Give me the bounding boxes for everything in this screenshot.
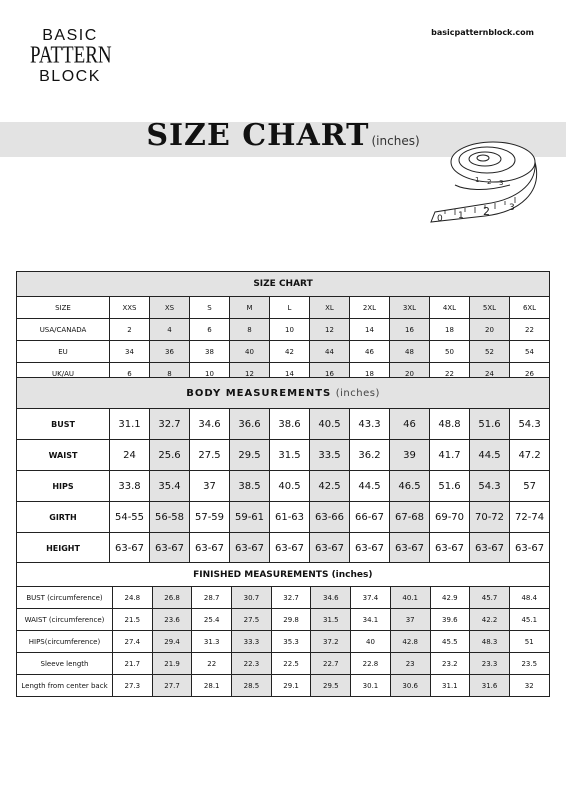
table-cell: 29.5 <box>230 440 270 471</box>
table-cell: M <box>230 297 270 319</box>
table-cell: 42.2 <box>470 609 510 631</box>
table-cell: 27.5 <box>190 440 230 471</box>
table-cell: 31.1 <box>110 409 150 440</box>
table-row <box>17 653 550 675</box>
table-cell: 40.5 <box>310 409 350 440</box>
tape-number: 1 <box>475 176 480 184</box>
table-cell: 46.5 <box>390 471 430 502</box>
table-cell: S <box>190 297 230 319</box>
table-cell: 63-67 <box>110 533 150 564</box>
table-cell: 8 <box>150 363 190 385</box>
table-cell: 20 <box>470 319 510 341</box>
table-cell: 6 <box>110 363 150 385</box>
tape-number: 3 <box>499 179 504 187</box>
table-cell: 40 <box>230 341 270 363</box>
tape-number: 3 <box>509 203 515 213</box>
row-label: Length from center back <box>17 675 113 697</box>
table-cell: 28.7 <box>192 587 232 609</box>
table-cell: 48.4 <box>509 587 549 609</box>
table-row <box>17 297 550 319</box>
table-cell: 54.3 <box>510 409 550 440</box>
table-cell: 59-61 <box>230 502 270 533</box>
row-label: HIPS(circumference) <box>17 631 113 653</box>
table-cell: 22.5 <box>271 653 311 675</box>
table-cell: 66-67 <box>350 502 390 533</box>
table-cell: 24 <box>110 440 150 471</box>
table-cell: 72-74 <box>510 502 550 533</box>
table-cell: 48 <box>390 341 430 363</box>
table-cell: 48.3 <box>470 631 510 653</box>
table-cell: 43.3 <box>350 409 390 440</box>
table-cell: 2XL <box>350 297 390 319</box>
table-cell: 32.7 <box>271 587 311 609</box>
table-cell: 22 <box>192 653 232 675</box>
table-cell: 36 <box>150 341 190 363</box>
table-cell: 24 <box>470 363 510 385</box>
table-cell: 22.8 <box>351 653 391 675</box>
table-cell: XXS <box>110 297 150 319</box>
table-cell: 16 <box>310 363 350 385</box>
row-label: UK/AU <box>17 363 110 385</box>
table-cell: 54.3 <box>470 471 510 502</box>
table-cell: 34.1 <box>351 609 391 631</box>
row-label: BUST <box>17 409 110 440</box>
table-cell: 45.7 <box>470 587 510 609</box>
table-cell: 27.7 <box>152 675 192 697</box>
table-cell: 31.6 <box>470 675 510 697</box>
tape-number: 0 <box>437 214 443 224</box>
table-cell: 32.7 <box>150 409 190 440</box>
table-cell: 42 <box>270 341 310 363</box>
table-cell: 44 <box>310 341 350 363</box>
row-label: SIZE <box>17 297 110 319</box>
table-cell: 37 <box>390 609 430 631</box>
table-cell: 35.3 <box>271 631 311 653</box>
table-cell: 63-67 <box>230 533 270 564</box>
table-cell: 4XL <box>430 297 470 319</box>
table-cell: 67-68 <box>390 502 430 533</box>
tape-number: 1 <box>458 211 464 221</box>
table-cell: 30.6 <box>390 675 430 697</box>
table-cell: 44.5 <box>350 471 390 502</box>
table-cell: 23.5 <box>509 653 549 675</box>
row-label: Sleeve length <box>17 653 113 675</box>
table-cell: 8 <box>230 319 270 341</box>
table-cell: 20 <box>390 363 430 385</box>
table-cell: 46 <box>350 341 390 363</box>
table-cell: 25.6 <box>150 440 190 471</box>
table-cell: 26.8 <box>152 587 192 609</box>
body-measurements-heading <box>17 378 550 409</box>
website-url[interactable]: basicpatternblock.com <box>431 28 534 37</box>
table-cell: 29.1 <box>271 675 311 697</box>
table-cell: 16 <box>390 319 430 341</box>
table-cell: 31.5 <box>270 440 310 471</box>
table-cell: 63-67 <box>390 533 430 564</box>
table-cell: 52 <box>470 341 510 363</box>
table-cell: L <box>270 297 310 319</box>
table-cell: 51.6 <box>470 409 510 440</box>
row-label: EU <box>17 341 110 363</box>
table-cell: 44.5 <box>470 440 510 471</box>
table-cell: 63-66 <box>310 502 350 533</box>
table-cell: 63-67 <box>190 533 230 564</box>
row-label: WAIST (circumference) <box>17 609 113 631</box>
table-cell: 45.1 <box>509 609 549 631</box>
table-cell: 6XL <box>510 297 550 319</box>
table-cell: 39.6 <box>430 609 470 631</box>
table-cell: 51.6 <box>430 471 470 502</box>
table-cell: 18 <box>350 363 390 385</box>
table-cell: 23.3 <box>470 653 510 675</box>
table-cell: 29.8 <box>271 609 311 631</box>
table-cell: 33.8 <box>110 471 150 502</box>
table-cell: 41.7 <box>430 440 470 471</box>
table-cell: 50 <box>430 341 470 363</box>
table-cell: 70-72 <box>470 502 510 533</box>
table-row <box>17 609 550 631</box>
table-cell: 35.4 <box>150 471 190 502</box>
body-measurements-table <box>16 377 550 564</box>
table-cell: 63-67 <box>430 533 470 564</box>
table-row <box>17 533 550 564</box>
table-cell: 22 <box>510 319 550 341</box>
table-cell: 63-67 <box>150 533 190 564</box>
table-cell: 45.5 <box>430 631 470 653</box>
table-cell: 29.4 <box>152 631 192 653</box>
size-chart-heading: SIZE CHART <box>17 272 550 297</box>
table-cell: 42.5 <box>310 471 350 502</box>
table-row <box>17 341 550 363</box>
table-row <box>17 631 550 653</box>
table-cell: 31.1 <box>430 675 470 697</box>
table-cell: 40 <box>351 631 391 653</box>
table-cell: 57 <box>510 471 550 502</box>
table-cell: 54 <box>510 341 550 363</box>
table-cell: 4 <box>150 319 190 341</box>
table-cell: 21.7 <box>113 653 153 675</box>
table-cell: XL <box>310 297 350 319</box>
table-cell: 27.5 <box>232 609 272 631</box>
table-cell: 30.7 <box>232 587 272 609</box>
finished-measurements-heading: FINISHED MEASUREMENTS (inches) <box>17 563 550 587</box>
tape-number: 2 <box>483 205 490 218</box>
table-cell: 38.6 <box>270 409 310 440</box>
tape-number: 2 <box>487 178 492 186</box>
table-cell: 25.4 <box>192 609 232 631</box>
table-cell: 22 <box>430 363 470 385</box>
row-label: GIRTH <box>17 502 110 533</box>
table-cell: 63-67 <box>270 533 310 564</box>
table-cell: XS <box>150 297 190 319</box>
table-cell: 12 <box>310 319 350 341</box>
table-cell: 2 <box>110 319 150 341</box>
heading-unit: (inches) <box>335 387 380 399</box>
table-cell: 21.9 <box>152 653 192 675</box>
row-label: HEIGHT <box>17 533 110 564</box>
title-main: SIZE CHART <box>146 118 370 153</box>
table-row <box>17 675 550 697</box>
table-cell: 63-67 <box>350 533 390 564</box>
table-cell: 47.2 <box>510 440 550 471</box>
table-cell: 39 <box>390 440 430 471</box>
table-row <box>17 440 550 471</box>
table-cell: 51 <box>509 631 549 653</box>
brand-logo <box>30 28 110 85</box>
table-cell: 34.6 <box>311 587 351 609</box>
logo-line-block: BLOCK <box>39 68 101 85</box>
table-cell: 46 <box>390 409 430 440</box>
table-cell: 61-63 <box>270 502 310 533</box>
table-cell: 34 <box>110 341 150 363</box>
table-cell: 23.2 <box>430 653 470 675</box>
table-cell: 14 <box>350 319 390 341</box>
table-cell: 63-67 <box>310 533 350 564</box>
row-label: BUST (circumference) <box>17 587 113 609</box>
table-cell: 63-67 <box>470 533 510 564</box>
table-cell: 33.3 <box>232 631 272 653</box>
table-cell: 22.3 <box>232 653 272 675</box>
logo-line-basic: BASIC <box>42 27 98 44</box>
table-cell: 3XL <box>390 297 430 319</box>
table-cell: 36.2 <box>350 440 390 471</box>
table-row <box>17 587 550 609</box>
table-row <box>17 409 550 440</box>
table-cell: 29.5 <box>311 675 351 697</box>
row-label: WAIST <box>17 440 110 471</box>
table-row <box>17 471 550 502</box>
table-cell: 10 <box>270 319 310 341</box>
heading-text: BODY MEASUREMENTS <box>186 387 332 399</box>
table-cell: 33.5 <box>310 440 350 471</box>
table-cell: 31.5 <box>311 609 351 631</box>
table-cell: 63-67 <box>510 533 550 564</box>
table-cell: 6 <box>190 319 230 341</box>
table-cell: 27.3 <box>113 675 153 697</box>
table-cell: 57-59 <box>190 502 230 533</box>
table-cell: 28.5 <box>232 675 272 697</box>
table-cell: 48.8 <box>430 409 470 440</box>
table-cell: 38 <box>190 341 230 363</box>
table-cell: 28.1 <box>192 675 232 697</box>
logo-line-pattern: PATTERN <box>30 42 112 69</box>
table-cell: 37.4 <box>351 587 391 609</box>
table-cell: 37 <box>190 471 230 502</box>
table-cell: 38.5 <box>230 471 270 502</box>
table-cell: 42.9 <box>430 587 470 609</box>
table-cell: 36.6 <box>230 409 270 440</box>
tape-measure-icon <box>425 130 555 230</box>
table-cell: 12 <box>230 363 270 385</box>
table-cell: 26 <box>510 363 550 385</box>
table-row <box>17 319 550 341</box>
finished-measurements-table <box>16 562 550 697</box>
title-unit: (inches) <box>371 134 420 148</box>
table-cell: 40.5 <box>270 471 310 502</box>
table-cell: 32 <box>509 675 549 697</box>
size-chart-table <box>16 271 550 385</box>
table-cell: 42.8 <box>390 631 430 653</box>
row-label: USA/CANADA <box>17 319 110 341</box>
table-cell: 54-55 <box>110 502 150 533</box>
table-cell: 18 <box>430 319 470 341</box>
table-cell: 23 <box>390 653 430 675</box>
table-cell: 23.6 <box>152 609 192 631</box>
row-label: HIPS <box>17 471 110 502</box>
table-cell: 56-58 <box>150 502 190 533</box>
table-cell: 31.3 <box>192 631 232 653</box>
table-cell: 22.7 <box>311 653 351 675</box>
table-cell: 34.6 <box>190 409 230 440</box>
table-cell: 21.5 <box>113 609 153 631</box>
table-cell: 10 <box>190 363 230 385</box>
table-cell: 37.2 <box>311 631 351 653</box>
table-cell: 27.4 <box>113 631 153 653</box>
table-cell: 5XL <box>470 297 510 319</box>
table-cell: 30.1 <box>351 675 391 697</box>
table-cell: 40.1 <box>390 587 430 609</box>
table-cell: 69-70 <box>430 502 470 533</box>
table-cell: 14 <box>270 363 310 385</box>
table-cell: 24.8 <box>113 587 153 609</box>
table-row <box>17 502 550 533</box>
